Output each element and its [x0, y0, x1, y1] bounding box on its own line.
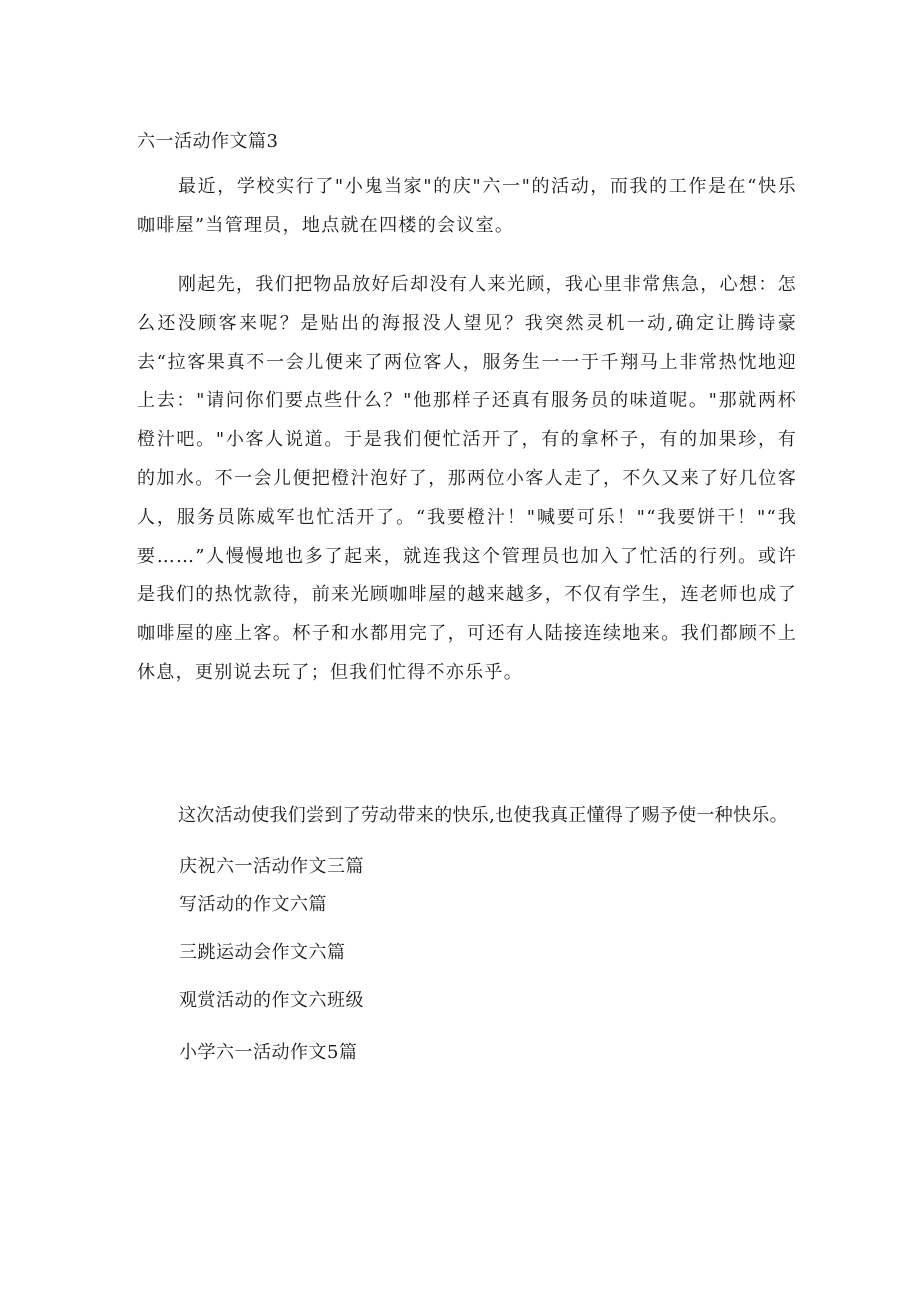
article-heading: 六一活动作文篇3: [137, 131, 279, 152]
related-article-link[interactable]: 小学六一活动作文5篇: [179, 1042, 358, 1063]
article-paragraph-3: 这次活动使我们尝到了劳动带来的快乐,也使我真正懂得了赐予使一种快乐。: [178, 805, 788, 826]
related-article-link[interactable]: 观赏活动的作文六班级: [179, 990, 364, 1011]
related-article-link[interactable]: 三跳运动会作文六篇: [179, 942, 346, 963]
article-paragraph-1: 最近，学校实行了"小鬼当家"的庆"六一"的活动，而我的工作是在“快乐咖啡屋”当管理员，地点就在四楼的会议室。: [137, 176, 797, 236]
related-article-link[interactable]: 写活动的作文六篇: [179, 894, 327, 915]
article-paragraph-2: 刚起先，我们把物品放好后却没有人来光顾，我心里非常焦急，心想：怎么还没顾客来呢？是贴出的海报没人望见？我突然灵机一动,确定让腾诗豪去“拉客果真不一会儿便来了两位客人，服务生一一于千翔马上非常热忱地迎上去："请问你们要点些什么？"他那样子还真有服务员的味道呢。"那就两杯橙汁吧。"小客人说道。于是我们便忙活开了，有的拿杯子，有的加果珍，有的加水。不一会儿便把橙汁泡好了，那两位小客人走了，不久又来了好几位客人，服务员陈威军也忙活开了。“我要橙汁！"喊要可乐！"“我要饼干！"“我要……”人慢慢地也多了起来，就连我这个管理员也加入了忙活的行列。或许是我们的热忱款待，前来光顾咖啡屋的越来越多，不仅有学生，连老师也成了咖啡屋的座上客。杯子和水都用完了，可还有人陆接连续地来。我们都顾不上休息，更别说去玩了；但我们忙得不亦乐乎。: [137, 274, 797, 683]
related-article-link[interactable]: 庆祝六一活动作文三篇: [179, 856, 364, 877]
